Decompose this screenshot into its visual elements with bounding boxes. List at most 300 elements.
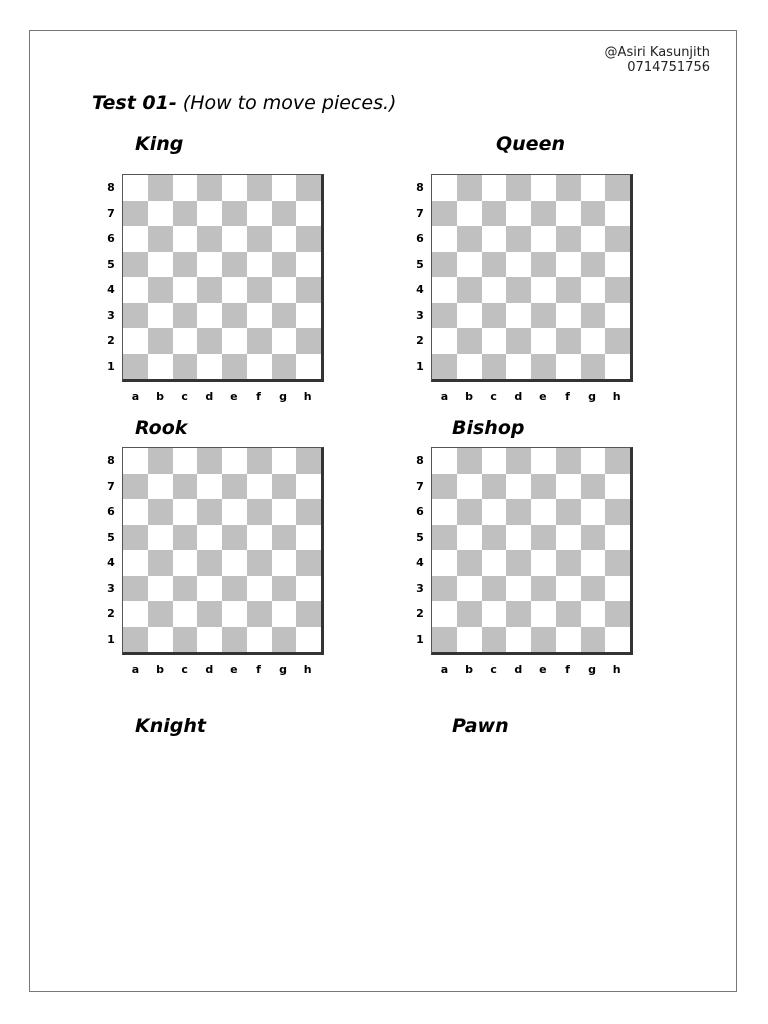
file-label: a [440, 390, 449, 403]
file-label: e [230, 390, 238, 403]
board-square [556, 252, 581, 278]
board-square [605, 303, 630, 329]
board-square [482, 328, 507, 354]
board-square [482, 448, 507, 474]
board-square [272, 277, 297, 303]
board-square [222, 550, 247, 576]
board-square [197, 354, 222, 380]
board-square [123, 303, 148, 329]
rank-label: 3 [416, 308, 424, 322]
board-square [506, 354, 531, 380]
board-square [432, 576, 457, 602]
board-square [457, 550, 482, 576]
board-square [247, 499, 272, 525]
board-square [605, 627, 630, 653]
board-square [531, 576, 556, 602]
board-square [482, 627, 507, 653]
board-square [556, 627, 581, 653]
board-square [581, 550, 606, 576]
board-square [506, 328, 531, 354]
rank-label: 3 [416, 581, 424, 595]
rank-label: 8 [416, 454, 424, 467]
file-label: d [205, 663, 214, 676]
board-square [482, 226, 507, 252]
board-square [222, 354, 247, 380]
file-label: c [490, 663, 497, 676]
board-square [605, 525, 630, 551]
board-square [173, 550, 198, 576]
file-label: h [303, 663, 312, 676]
board-square [482, 175, 507, 201]
file-label: e [230, 663, 238, 676]
board-square [272, 550, 297, 576]
file-label: f [565, 390, 570, 403]
rank-label: 2 [107, 334, 115, 347]
chessboard-king [104, 174, 320, 414]
board-square [173, 175, 198, 201]
board-square [556, 576, 581, 602]
board-square [123, 525, 148, 551]
board-square [173, 303, 198, 329]
rank-label: 8 [416, 181, 424, 194]
file-label: a [131, 663, 140, 676]
board-square [581, 448, 606, 474]
board-square [432, 175, 457, 201]
board-square [222, 627, 247, 653]
board-square [123, 448, 148, 474]
board-square [581, 252, 606, 278]
rank-label: 5 [107, 530, 115, 544]
board-square [531, 175, 556, 201]
board-square [457, 201, 482, 227]
rank-label: 5 [416, 530, 424, 544]
label-king: King [135, 133, 184, 155]
board-square [247, 474, 272, 500]
board-square [247, 601, 272, 627]
board-square [197, 277, 222, 303]
label-queen: Queen [496, 133, 565, 155]
board-square [296, 448, 321, 474]
board-square [556, 550, 581, 576]
board-square [272, 175, 297, 201]
board-square [123, 474, 148, 500]
rank-label: 6 [107, 232, 115, 245]
board-square [506, 550, 531, 576]
board-square [173, 525, 198, 551]
board-square [272, 474, 297, 500]
board-square [457, 601, 482, 627]
board-square [173, 252, 198, 278]
board-square [272, 226, 297, 252]
board-square [148, 550, 173, 576]
file-label: f [256, 663, 261, 676]
author-phone: 0714751756 [627, 60, 710, 75]
board-square [506, 627, 531, 653]
rank-label: 7 [416, 479, 424, 493]
board-square [197, 328, 222, 354]
board-square [296, 499, 321, 525]
board-square [432, 499, 457, 525]
rank-label: 6 [416, 232, 424, 245]
rank-label: 7 [107, 206, 115, 220]
board-square [148, 175, 173, 201]
file-label: h [303, 390, 312, 403]
board-square [173, 226, 198, 252]
chessboard-queen [413, 174, 629, 414]
board-square [531, 303, 556, 329]
board-square [506, 277, 531, 303]
board-grid [122, 447, 324, 655]
board-square [581, 175, 606, 201]
board-square [605, 550, 630, 576]
board-square [457, 252, 482, 278]
label-rook: Rook [135, 417, 188, 439]
board-square [457, 226, 482, 252]
board-square [148, 328, 173, 354]
author-block [605, 45, 710, 75]
board-square [432, 474, 457, 500]
board-square [148, 354, 173, 380]
board-square [173, 448, 198, 474]
board-square [432, 448, 457, 474]
rank-label: 6 [416, 505, 424, 518]
board-square [531, 252, 556, 278]
board-square [123, 576, 148, 602]
board-square [247, 175, 272, 201]
board-square [247, 525, 272, 551]
rank-label: 8 [107, 454, 115, 467]
board-square [506, 252, 531, 278]
rank-label: 4 [416, 283, 424, 296]
board-grid [431, 174, 633, 382]
board-square [531, 550, 556, 576]
board-square [173, 627, 198, 653]
board-square [296, 525, 321, 551]
board-square [222, 448, 247, 474]
board-square [432, 277, 457, 303]
board-square [272, 354, 297, 380]
board-square [222, 601, 247, 627]
board-square [173, 354, 198, 380]
rank-label: 4 [416, 556, 424, 569]
board-square [123, 550, 148, 576]
board-square [197, 550, 222, 576]
board-square [123, 175, 148, 201]
board-square [296, 474, 321, 500]
board-square [506, 474, 531, 500]
board-square [506, 175, 531, 201]
board-square [581, 303, 606, 329]
file-label: f [256, 390, 261, 403]
board-square [247, 354, 272, 380]
board-square [531, 525, 556, 551]
board-square [506, 601, 531, 627]
board-square [506, 226, 531, 252]
rank-label: 3 [107, 581, 115, 595]
board-square [247, 550, 272, 576]
file-label: a [131, 390, 140, 403]
rank-label: 2 [416, 607, 424, 620]
file-label: b [156, 663, 165, 676]
label-pawn: Pawn [452, 715, 509, 737]
board-square [173, 277, 198, 303]
board-square [296, 328, 321, 354]
board-square [272, 525, 297, 551]
board-square [482, 601, 507, 627]
board-square [457, 277, 482, 303]
rank-label: 1 [416, 632, 424, 646]
board-square [457, 627, 482, 653]
board-square [123, 354, 148, 380]
board-square [531, 277, 556, 303]
board-square [457, 525, 482, 551]
board-square [506, 201, 531, 227]
board-square [272, 328, 297, 354]
board-square [432, 627, 457, 653]
test-label: Test 01- [92, 92, 177, 114]
board-square [556, 277, 581, 303]
board-square [556, 303, 581, 329]
board-square [556, 354, 581, 380]
board-square [482, 576, 507, 602]
board-square [272, 576, 297, 602]
board-square [123, 226, 148, 252]
board-square [247, 303, 272, 329]
board-square [581, 201, 606, 227]
board-square [222, 576, 247, 602]
board-square [605, 201, 630, 227]
board-square [272, 601, 297, 627]
board-square [457, 354, 482, 380]
rank-label: 1 [416, 359, 424, 373]
file-label: g [279, 663, 288, 676]
board-square [296, 201, 321, 227]
board-square [296, 226, 321, 252]
board-square [247, 627, 272, 653]
board-square [482, 201, 507, 227]
board-square [605, 448, 630, 474]
board-square [296, 277, 321, 303]
rank-label: 8 [107, 181, 115, 194]
file-label: e [539, 390, 547, 403]
board-square [173, 576, 198, 602]
board-square [296, 252, 321, 278]
file-label: h [612, 663, 621, 676]
board-square [605, 328, 630, 354]
board-square [581, 354, 606, 380]
board-square [556, 474, 581, 500]
board-square [482, 550, 507, 576]
file-label: h [612, 390, 621, 403]
board-square [296, 627, 321, 653]
board-square [556, 201, 581, 227]
board-square [605, 499, 630, 525]
board-square [605, 175, 630, 201]
board-square [272, 499, 297, 525]
board-square [173, 474, 198, 500]
board-square [605, 354, 630, 380]
board-square [531, 201, 556, 227]
board-square [432, 354, 457, 380]
file-label: d [514, 663, 523, 676]
board-square [148, 525, 173, 551]
board-square [531, 328, 556, 354]
rank-label: 6 [107, 505, 115, 518]
board-square [482, 277, 507, 303]
rank-label: 4 [107, 556, 115, 569]
board-square [556, 448, 581, 474]
board-square [123, 252, 148, 278]
test-subtitle: (How to move pieces.) [182, 92, 397, 114]
board-square [247, 448, 272, 474]
board-square [148, 499, 173, 525]
board-square [506, 448, 531, 474]
board-square [222, 474, 247, 500]
board-square [457, 499, 482, 525]
board-square [432, 550, 457, 576]
board-square [247, 277, 272, 303]
board-square [247, 201, 272, 227]
board-square [173, 201, 198, 227]
rank-label: 5 [107, 257, 115, 271]
rank-label: 4 [107, 283, 115, 296]
board-square [457, 448, 482, 474]
board-square [272, 627, 297, 653]
board-square [432, 601, 457, 627]
board-square [531, 226, 556, 252]
board-square [482, 354, 507, 380]
board-square [148, 226, 173, 252]
board-square [123, 277, 148, 303]
board-square [296, 175, 321, 201]
board-square [581, 576, 606, 602]
rank-label: 7 [107, 479, 115, 493]
board-square [272, 448, 297, 474]
board-square [296, 354, 321, 380]
board-square [531, 354, 556, 380]
board-square [222, 252, 247, 278]
board-square [222, 499, 247, 525]
board-square [197, 252, 222, 278]
board-square [581, 226, 606, 252]
board-square [432, 525, 457, 551]
board-square [247, 226, 272, 252]
board-square [148, 252, 173, 278]
board-square [296, 601, 321, 627]
rank-label: 5 [416, 257, 424, 271]
board-square [123, 627, 148, 653]
board-square [556, 328, 581, 354]
board-square [581, 525, 606, 551]
board-square [197, 175, 222, 201]
board-square [222, 175, 247, 201]
board-square [173, 499, 198, 525]
board-grid [122, 174, 324, 382]
label-knight: Knight [135, 715, 206, 737]
board-square [506, 525, 531, 551]
board-square [457, 576, 482, 602]
board-square [197, 601, 222, 627]
board-square [296, 550, 321, 576]
chessboard-rook [104, 447, 320, 687]
board-square [148, 601, 173, 627]
file-label: g [588, 663, 597, 676]
author-name: @Asiri Kasunjith [604, 45, 710, 60]
board-square [197, 499, 222, 525]
board-square [247, 252, 272, 278]
chessboard-bishop [413, 447, 629, 687]
board-square [556, 226, 581, 252]
board-square [197, 201, 222, 227]
board-square [123, 601, 148, 627]
board-square [173, 601, 198, 627]
board-square [222, 328, 247, 354]
board-square [123, 201, 148, 227]
board-square [581, 328, 606, 354]
board-square [581, 601, 606, 627]
board-square [556, 499, 581, 525]
rank-label: 1 [107, 359, 115, 373]
board-square [197, 448, 222, 474]
board-square [605, 226, 630, 252]
board-square [148, 201, 173, 227]
board-square [506, 576, 531, 602]
board-square [605, 601, 630, 627]
board-square [272, 303, 297, 329]
board-square [272, 201, 297, 227]
test-title [92, 92, 396, 114]
file-label: c [181, 390, 188, 403]
board-square [432, 201, 457, 227]
board-square [605, 576, 630, 602]
file-label: e [539, 663, 547, 676]
file-label: g [279, 390, 288, 403]
board-square [482, 525, 507, 551]
board-square [296, 576, 321, 602]
board-square [197, 226, 222, 252]
board-square [222, 303, 247, 329]
board-square [432, 303, 457, 329]
board-square [222, 201, 247, 227]
rank-label: 1 [107, 632, 115, 646]
board-square [506, 499, 531, 525]
board-square [482, 474, 507, 500]
board-square [556, 175, 581, 201]
board-square [247, 576, 272, 602]
board-square [247, 328, 272, 354]
board-square [173, 328, 198, 354]
board-square [123, 499, 148, 525]
board-square [222, 277, 247, 303]
board-square [197, 576, 222, 602]
file-label: a [440, 663, 449, 676]
board-square [482, 303, 507, 329]
board-grid [431, 447, 633, 655]
board-square [148, 474, 173, 500]
board-square [457, 474, 482, 500]
file-label: g [588, 390, 597, 403]
board-square [531, 499, 556, 525]
board-square [605, 277, 630, 303]
board-square [605, 474, 630, 500]
board-square [432, 252, 457, 278]
rank-label: 3 [107, 308, 115, 322]
board-square [148, 576, 173, 602]
board-square [581, 627, 606, 653]
board-square [148, 277, 173, 303]
board-square [272, 252, 297, 278]
file-label: b [465, 390, 474, 403]
